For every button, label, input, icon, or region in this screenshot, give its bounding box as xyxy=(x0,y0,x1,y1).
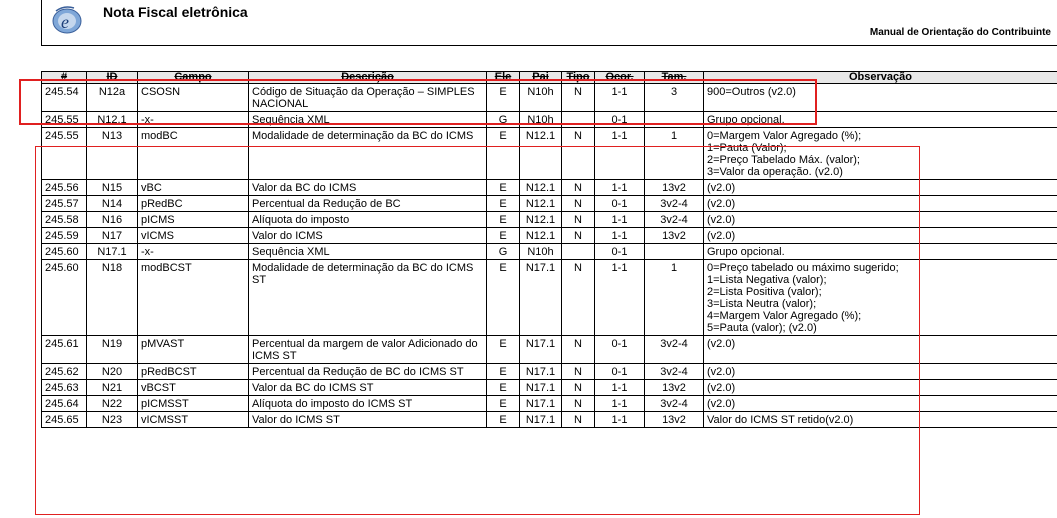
cell-obs: (v2.0) xyxy=(704,364,1057,380)
cell-obs: (v2.0) xyxy=(704,196,1057,212)
cell-num: 245.58 xyxy=(42,212,87,228)
cell-tam: 13v2 xyxy=(645,380,704,396)
column-header-ele: Ele xyxy=(487,72,520,84)
cell-num: 245.62 xyxy=(42,364,87,380)
cell-ele: E xyxy=(487,364,520,380)
cell-num: 245.55 xyxy=(42,112,87,128)
cell-obs: (v2.0) xyxy=(704,228,1057,244)
cell-num: 245.61 xyxy=(42,336,87,364)
cell-id: N12a xyxy=(87,84,138,112)
cell-ele: E xyxy=(487,336,520,364)
cell-obs: (v2.0) xyxy=(704,180,1057,196)
cell-campo: pRedBC xyxy=(138,196,249,212)
cell-campo: -x- xyxy=(138,112,249,128)
cell-campo: CSOSN xyxy=(138,84,249,112)
cell-tipo: N xyxy=(562,212,595,228)
column-header-obs: Observação xyxy=(704,72,1057,84)
cell-campo: pICMSST xyxy=(138,396,249,412)
cell-descricao: Alíquota do imposto xyxy=(249,212,487,228)
column-header-ocor: Ocor. xyxy=(595,72,645,84)
cell-tipo: N xyxy=(562,380,595,396)
cell-campo: pICMS xyxy=(138,212,249,228)
cell-tam: 3v2-4 xyxy=(645,212,704,228)
cell-pai: N12.1 xyxy=(520,228,562,244)
cell-ocor: 1-1 xyxy=(595,212,645,228)
cell-tipo: N xyxy=(562,412,595,428)
cell-pai: N10h xyxy=(520,112,562,128)
cell-tipo: N xyxy=(562,84,595,112)
cell-pai: N17.1 xyxy=(520,396,562,412)
cell-ele: E xyxy=(487,212,520,228)
cell-id: N23 xyxy=(87,412,138,428)
cell-num: 245.65 xyxy=(42,412,87,428)
column-header-pai: Pai xyxy=(520,72,562,84)
cell-id: N17.1 xyxy=(87,244,138,260)
nfe-logo-icon xyxy=(50,3,84,37)
cell-campo: pMVAST xyxy=(138,336,249,364)
cell-tam: 3v2-4 xyxy=(645,396,704,412)
cell-pai: N17.1 xyxy=(520,260,562,336)
cell-tam: 13v2 xyxy=(645,412,704,428)
cell-num: 245.56 xyxy=(42,180,87,196)
cell-id: N17 xyxy=(87,228,138,244)
cell-tipo: N xyxy=(562,196,595,212)
svg-text:e: e xyxy=(61,12,69,32)
cell-ele: E xyxy=(487,228,520,244)
column-header-tipo: Tipo xyxy=(562,72,595,84)
cell-ele: G xyxy=(487,112,520,128)
cell-descricao: Percentual da margem de valor Adicionado do ICMS ST xyxy=(249,336,487,364)
cell-obs: (v2.0) xyxy=(704,380,1057,396)
cell-num: 245.55 xyxy=(42,128,87,180)
cell-campo: modBC xyxy=(138,128,249,180)
cell-id: N22 xyxy=(87,396,138,412)
cell-id: N13 xyxy=(87,128,138,180)
column-header-num: # xyxy=(42,72,87,84)
cell-ocor: 1-1 xyxy=(595,380,645,396)
document-title: Nota Fiscal eletrônica xyxy=(103,4,248,20)
cell-tam: 3v2-4 xyxy=(645,364,704,380)
cell-ocor: 0-1 xyxy=(595,196,645,212)
cell-id: N18 xyxy=(87,260,138,336)
cell-campo: vBC xyxy=(138,180,249,196)
cell-num: 245.63 xyxy=(42,380,87,396)
cell-descricao: Percentual da Redução de BC do ICMS ST xyxy=(249,364,487,380)
cell-num: 245.57 xyxy=(42,196,87,212)
cell-ocor: 0-1 xyxy=(595,364,645,380)
cell-ele: E xyxy=(487,196,520,212)
cell-descricao: Valor do ICMS ST xyxy=(249,412,487,428)
document-subtitle: Manual de Orientação do Contribuinte xyxy=(869,27,1051,38)
cell-tam: 13v2 xyxy=(645,228,704,244)
highlight-box-groups xyxy=(35,146,920,515)
cell-campo: vBCST xyxy=(138,380,249,396)
cell-tipo: N xyxy=(562,336,595,364)
cell-obs: (v2.0) xyxy=(704,336,1057,364)
cell-ele: E xyxy=(487,84,520,112)
cell-pai: N12.1 xyxy=(520,196,562,212)
cell-descricao: Valor da BC do ICMS ST xyxy=(249,380,487,396)
cell-ocor: 0-1 xyxy=(595,112,645,128)
cell-tipo: N xyxy=(562,364,595,380)
cell-descricao: Código de Situação da Operação – SIMPLES NACIONAL xyxy=(249,84,487,112)
cell-ocor: 1-1 xyxy=(595,180,645,196)
cell-obs: (v2.0) xyxy=(704,396,1057,412)
cell-descricao: Valor do ICMS xyxy=(249,228,487,244)
cell-tipo: N xyxy=(562,260,595,336)
cell-ocor: 1-1 xyxy=(595,228,645,244)
cell-id: N12.1 xyxy=(87,112,138,128)
cell-tam: 3v2-4 xyxy=(645,336,704,364)
cell-id: N16 xyxy=(87,212,138,228)
cell-descricao: Sequência XML xyxy=(249,244,487,260)
cell-tam: 3 xyxy=(645,84,704,112)
cell-ocor: 0-1 xyxy=(595,336,645,364)
cell-id: N19 xyxy=(87,336,138,364)
cell-ocor: 1-1 xyxy=(595,260,645,336)
cell-pai: N10h xyxy=(520,84,562,112)
cell-campo: pRedBCST xyxy=(138,364,249,380)
cell-ocor: 0-1 xyxy=(595,244,645,260)
column-header-campo: Campo xyxy=(138,72,249,84)
cell-num: 245.64 xyxy=(42,396,87,412)
cell-pai: N17.1 xyxy=(520,336,562,364)
cell-pai: N12.1 xyxy=(520,212,562,228)
cell-id: N21 xyxy=(87,380,138,396)
cell-ele: E xyxy=(487,396,520,412)
column-header-descricao: Descrição xyxy=(249,72,487,84)
cell-ele: E xyxy=(487,380,520,396)
cell-descricao: Modalidade de determinação da BC do ICMS ST xyxy=(249,260,487,336)
cell-obs: 0=Margem Valor Agregado (%); 1=Pauta (Valor); 2=Preço Tabelado Máx. (valor); 3=Valor da operação. (v2.0) xyxy=(704,128,1057,180)
cell-id: N14 xyxy=(87,196,138,212)
cell-tipo: N xyxy=(562,180,595,196)
cell-tam: 1 xyxy=(645,260,704,336)
cell-pai: N12.1 xyxy=(520,180,562,196)
cell-descricao: Alíquota do imposto do ICMS ST xyxy=(249,396,487,412)
cell-tam: 13v2 xyxy=(645,180,704,196)
cell-ocor: 1-1 xyxy=(595,128,645,180)
cell-pai: N17.1 xyxy=(520,364,562,380)
cell-descricao: Sequência XML xyxy=(249,112,487,128)
cell-obs: Valor do ICMS ST retido(v2.0) xyxy=(704,412,1057,428)
cell-ele: E xyxy=(487,128,520,180)
cell-descricao: Valor da BC do ICMS xyxy=(249,180,487,196)
cell-num: 245.60 xyxy=(42,260,87,336)
cell-pai: N10h xyxy=(520,244,562,260)
cell-ocor: 1-1 xyxy=(595,396,645,412)
cell-obs: Grupo opcional. xyxy=(704,112,1057,128)
cell-ocor: 1-1 xyxy=(595,84,645,112)
cell-campo: vICMS xyxy=(138,228,249,244)
cell-ocor: 1-1 xyxy=(595,412,645,428)
cell-num: 245.60 xyxy=(42,244,87,260)
cell-id: N20 xyxy=(87,364,138,380)
cell-tam: 3v2-4 xyxy=(645,196,704,212)
cell-ele: E xyxy=(487,180,520,196)
cell-ele: E xyxy=(487,412,520,428)
cell-tipo: N xyxy=(562,396,595,412)
cell-tam: 1 xyxy=(645,128,704,180)
cell-pai: N12.1 xyxy=(520,128,562,180)
highlight-box-csosn xyxy=(19,79,817,125)
cell-num: 245.54 xyxy=(42,84,87,112)
cell-tipo: N xyxy=(562,128,595,180)
cell-descricao: Percentual da Redução de BC xyxy=(249,196,487,212)
cell-ele: E xyxy=(487,260,520,336)
cell-pai: N17.1 xyxy=(520,412,562,428)
cell-obs: (v2.0) xyxy=(704,212,1057,228)
cell-obs: 900=Outros (v2.0) xyxy=(704,84,1057,112)
column-header-id: ID xyxy=(87,72,138,84)
cell-obs: Grupo opcional. xyxy=(704,244,1057,260)
cell-tipo: N xyxy=(562,228,595,244)
cell-ele: G xyxy=(487,244,520,260)
cell-campo: -x- xyxy=(138,244,249,260)
cell-pai: N17.1 xyxy=(520,380,562,396)
column-header-tam: Tam. xyxy=(645,72,704,84)
cell-id: N15 xyxy=(87,180,138,196)
cell-num: 245.59 xyxy=(42,228,87,244)
cell-descricao: Modalidade de determinação da BC do ICMS xyxy=(249,128,487,180)
cell-campo: vICMSST xyxy=(138,412,249,428)
cell-campo: modBCST xyxy=(138,260,249,336)
cell-obs: 0=Preço tabelado ou máximo sugerido; 1=Lista Negativa (valor); 2=Lista Positiva (valor); 3=Lista Neutra (valor); 4=Margem Valor Agregado (%); 5=Pauta (valor); (v2.0) xyxy=(704,260,1057,336)
